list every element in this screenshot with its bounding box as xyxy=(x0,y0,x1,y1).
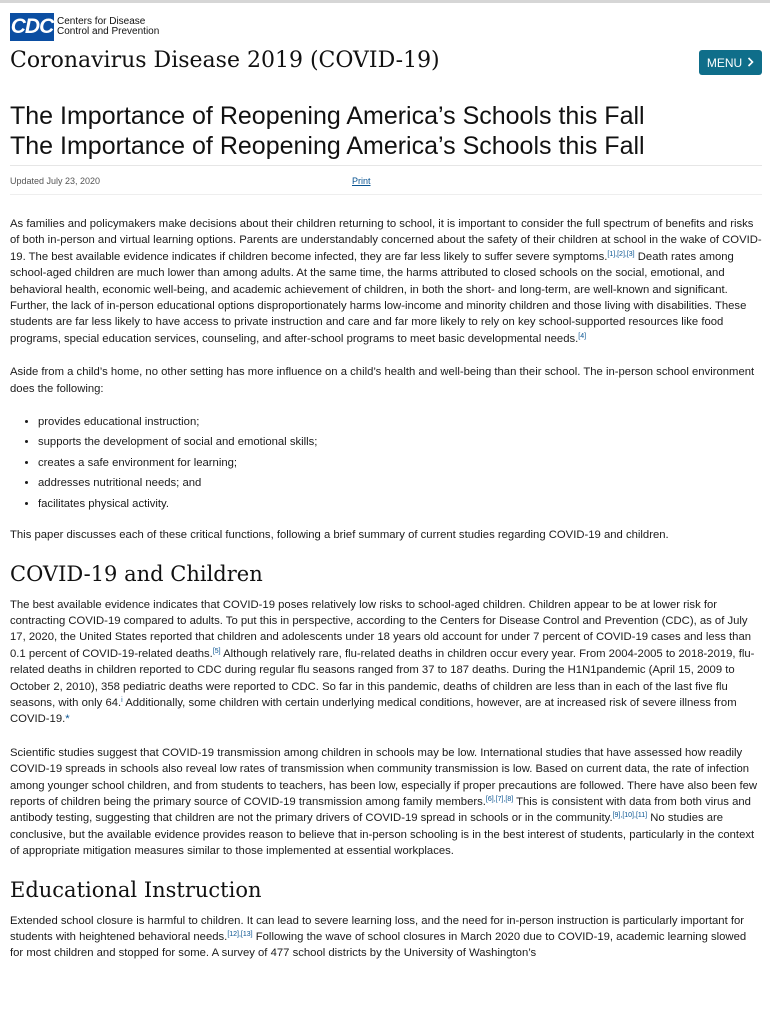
page-title xyxy=(10,101,645,161)
reference-link[interactable]: [6],[7],[8] xyxy=(485,795,514,803)
paragraph-text: As families and policymakers make decisions about their children returning to school, it is important to consider the full spectrum of benefits and risks of both in-person and virtual learning options. Parents are understandably concerned about the safety of their children at school in the wake of COVID-19. The best available evidence indicates if children become infected, they are far less likely to suffer severe symptoms. xyxy=(10,218,762,263)
page-title-line-1: The Importance of Reopening America’s Schools this Fall xyxy=(10,102,645,130)
list-item: • creates a safe environment for learning; xyxy=(38,455,762,471)
school-closure-paragraph xyxy=(10,913,762,962)
reference-link[interactable]: [5] xyxy=(212,647,221,655)
top-border xyxy=(0,0,770,3)
chevron-right-icon xyxy=(747,56,754,70)
children-risk-paragraph xyxy=(10,597,762,728)
paper-summary-paragraph: This paper discusses each of these critical functions, following a brief summary of current studies regarding COVID-19 and children. xyxy=(10,529,669,542)
list-item: • addresses nutritional needs; and xyxy=(38,475,762,491)
cdc-logo-mark: CDC xyxy=(10,13,54,41)
site-title[interactable]: Coronavirus Disease 2019 (COVID-19) xyxy=(10,48,440,73)
cdc-logo[interactable] xyxy=(10,13,159,41)
meta-divider xyxy=(10,194,762,195)
school-functions-list xyxy=(10,414,762,512)
menu-label: MENU xyxy=(706,55,743,70)
intro-paragraph xyxy=(10,216,762,347)
page-title-line-2: The Importance of Reopening America’s Schools this Fall xyxy=(10,132,645,160)
list-item: • provides educational instruction; xyxy=(38,414,762,430)
reference-link[interactable]: [1],[2],[3] xyxy=(607,250,635,258)
title-divider xyxy=(10,165,762,166)
cdc-logo-text xyxy=(57,17,159,37)
paragraph-text: Death rates among school-aged children are much lower than among adults. At the same time, the harms attributed to closed schools on the social, emotional, and behavioral health, economic well-being, and academic achievement of children, in both the short- and long-term, are well-known and significant. Further, the lack of in-person educational options disproportionately harms low-income and minority children and those living with disabilities. These students are far less likely to have access to private instruction and care and far more likely to rely on key school-supported resources like food programs, special education services, counseling, and after-school programs to meet basic developmental needs. xyxy=(10,250,747,345)
article-body xyxy=(10,216,762,979)
reference-link[interactable]: [9],[10],[11] xyxy=(612,812,648,820)
paragraph-text: Extended school closure is harmful to children. It can lead to severe learning loss, and the need for in-person instruction is particularly important for students with heightened behavioral needs. xyxy=(10,914,745,943)
list-item: • facilitates physical activity. xyxy=(38,496,762,512)
section-heading-covid-children: COVID-19 and Children xyxy=(10,561,263,586)
logo-line-1: Centers for Disease xyxy=(57,16,146,27)
paragraph-text: No studies are conclusive, but the available evidence provides reason to believe that in-person schooling is in the best interest of students, particularly in the context of appropriate mitigation measures similar to those implemented at essential workplaces. xyxy=(10,812,755,858)
section-heading-educational-instruction: Educational Instruction xyxy=(10,877,262,902)
updated-date: Updated July 23, 2020 xyxy=(10,176,101,186)
print-link[interactable]: Print xyxy=(352,176,371,186)
paragraph-text: Additionally, some children with certain underlying medical conditions, however, are at increased risk of severe illness from COVID-19. xyxy=(10,696,737,726)
paragraph-text: This is consistent with data from both virus and antibody testing, suggesting that children are not the primary drivers of COVID-19 spread in schools or in the community. xyxy=(10,795,751,825)
logo-line-2: Control and Prevention xyxy=(57,26,160,37)
paragraph-text: Following the wave of school closures in March 2020 due to COVID-19, academic learning slowed for most children and stopped for some. A survey of 477 school districts by the University of Washington’s xyxy=(10,931,747,960)
transmission-paragraph xyxy=(10,745,762,860)
paragraph-text: Although relatively rare, flu-related deaths in children occur every year. From 2004-2005 to 2018-2019, flu-related deaths in children reported to CDC during regular flu seasons ranged from 37 to 187 deaths. During the H1N1pandemic (April 15, 2009 to October 2, 2010), 358 pediatric deaths were reported to CDC. So far in this pandemic, deaths of children are less than in each of the last five flu seasons, with only 64. xyxy=(10,647,755,709)
reference-link[interactable]: [4] xyxy=(578,332,587,340)
paragraph-text: Scientific studies suggest that COVID-19 transmission among children in schools may be low. International studies that have assessed how readily COVID-19 spreads in schools also reveal low rates of transmission when community transmission is low. Based on current data, the rate of infection among younger school children, and from students to teachers, has been low, especially if proper precautions are followed. There have also been few reports of children being the primary source of COVID-19 transmission among family members. xyxy=(10,746,758,808)
menu-button[interactable] xyxy=(699,50,762,75)
school-environment-paragraph: Aside from a child’s home, no other setting has more influence on a child’s health and well-being than their school. The in-person school environment does the following: xyxy=(10,366,755,395)
reference-link[interactable]: i xyxy=(121,696,123,704)
footnote-star-link[interactable]: * xyxy=(65,713,70,726)
paragraph-text: The best available evidence indicates that COVID-19 poses relatively low risks to school-aged children. Children appear to be at lower risk for contracting COVID-19 compared to adults. To put this in perspective, according to the Centers for Disease Control and Prevention (CDC), as of July 17, 2020, the United States reported that children and adolescents under 18 years old account for under 7 percent of COVID-19 cases and less than 0.1 percent of COVID-19-related deaths. xyxy=(10,598,752,660)
reference-link[interactable]: [12],[13] xyxy=(227,931,253,938)
list-item: • supports the development of social and emotional skills; xyxy=(38,434,762,450)
